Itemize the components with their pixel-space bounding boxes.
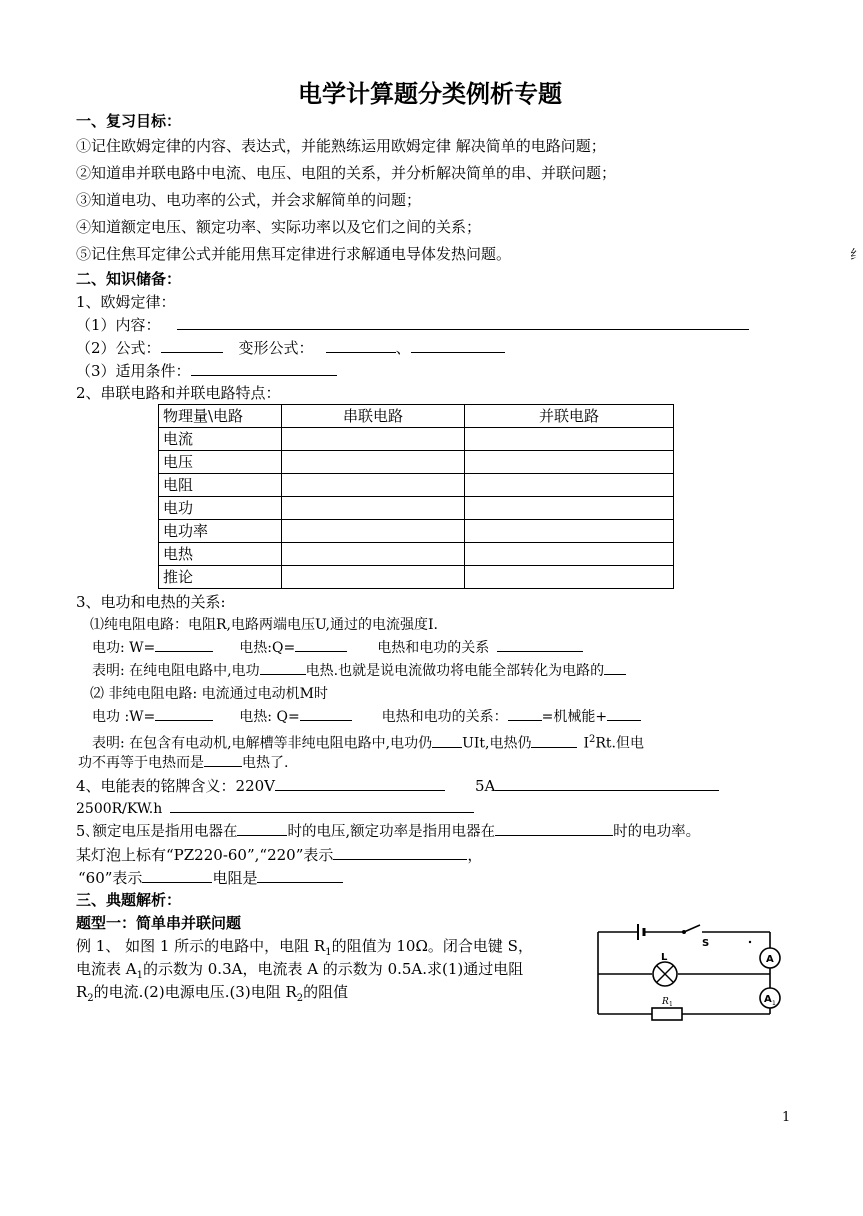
pure-work-blank[interactable]	[155, 637, 213, 652]
ohm-formula-label: （2）公式：	[76, 339, 161, 357]
meter-220v-label: 4、电能表的铭牌含义：220V	[76, 777, 276, 795]
junction-dot	[749, 941, 751, 943]
ohm-formula-blank[interactable]	[161, 338, 223, 353]
p3-nonpure-line	[92, 706, 641, 728]
p4-line-2	[76, 798, 474, 820]
ex1-part: 例 1、 如图 1 所示的电路中，电阻 R	[76, 937, 326, 955]
nonpure-rel-label-2: =机械能+	[541, 709, 608, 725]
p3-nonpure-note-2	[78, 752, 288, 774]
pure-rel-blank[interactable]	[497, 637, 583, 652]
series-cell[interactable]	[282, 520, 465, 543]
bulb-part: 电阻是	[212, 869, 258, 887]
row-label: 电压	[159, 451, 282, 474]
type-1-heading: 题型一：简单串并联问题	[76, 914, 242, 932]
p4-line-1	[76, 775, 719, 797]
table-header-cell: 串联电路	[282, 405, 465, 428]
ex1-part: R	[76, 983, 88, 1001]
table-title: 2、串联电路和并联电路特点：	[76, 384, 281, 402]
p3-nonpure-note	[92, 729, 644, 755]
objective-5: ⑤记住焦耳定律公式并能用焦耳定律进行求解通电导体发热问题。	[76, 245, 512, 263]
rated-power-blank[interactable]	[495, 821, 613, 836]
nonpure-work-label: 电功 :W=	[92, 709, 156, 725]
p5-line-1	[76, 821, 700, 843]
bulb-220-blank[interactable]	[333, 845, 467, 860]
table-header-cell: 并联电路	[465, 405, 674, 428]
ammeter-a1-sub: 1	[772, 1000, 776, 1007]
series-cell[interactable]	[282, 451, 465, 474]
ohm-content-label: （1）内容：	[76, 316, 161, 334]
rated-voltage-blank[interactable]	[237, 821, 287, 836]
page-title: 电学计算题分类例析专题	[298, 80, 562, 108]
rated-part: 5､额定电压是指用电器在	[76, 824, 238, 840]
section-3-heading: 三、典题解析：	[76, 891, 182, 909]
p3-pure-note	[92, 660, 626, 682]
example-1-line-3	[76, 981, 348, 1010]
nonpure-heat-blank[interactable]	[300, 706, 352, 721]
parallel-cell[interactable]	[465, 543, 674, 566]
series-cell[interactable]	[282, 543, 465, 566]
page-number: 1	[782, 1110, 791, 1125]
pure-note-part: 表明: 在纯电阻电路中,电功	[92, 663, 260, 679]
nonpure-note-part: 表明: 在包含有电动机,电解槽等非纯电阻电路中,电功仍	[92, 735, 433, 752]
nonpure-note-part: UIt,电热仍	[462, 735, 532, 752]
nonpure-heat-label: 电热: Q=	[239, 709, 300, 725]
bulb-part: ，	[467, 846, 483, 864]
nonpure-note-part: I	[583, 735, 590, 752]
ex1-part: 的电流.(2)电源电压.(3)电阻 R	[93, 983, 297, 1001]
nonpure-note-blank-2[interactable]	[531, 733, 577, 748]
ohm-cond-label: （3）适用条件：	[76, 362, 191, 380]
switch-contact-dot	[682, 930, 686, 934]
bulb-resistance-blank[interactable]	[257, 868, 343, 883]
nonpure-rel-blank-1[interactable]	[508, 706, 542, 721]
ex1-part: 电流表 A	[76, 960, 137, 978]
rated-part: 时的电功率。	[613, 824, 701, 840]
meter-220v-blank[interactable]	[275, 776, 445, 791]
table-header-row	[159, 405, 674, 428]
p3-pure-line	[92, 637, 583, 659]
row-label: 电阻	[159, 474, 282, 497]
ex1-part: 的阻值为 10Ω。闭合电键 S，	[331, 937, 533, 955]
parallel-cell[interactable]	[465, 451, 674, 474]
superscript: 2	[589, 734, 596, 745]
pure-rel-label: 电热和电功的关系	[377, 640, 490, 656]
table-row	[159, 497, 674, 520]
resistor-sub: 1	[669, 1001, 673, 1008]
ohm-variant-blank-2[interactable]	[411, 338, 505, 353]
series-cell[interactable]	[282, 474, 465, 497]
resistor-label: R	[662, 997, 669, 1007]
nonpure-note-blank-1[interactable]	[432, 733, 462, 748]
p5-line-2	[76, 844, 482, 866]
table-row	[159, 520, 674, 543]
meter-2500-blank[interactable]	[170, 798, 474, 813]
table-row	[159, 451, 674, 474]
series-cell[interactable]	[282, 428, 465, 451]
p3-nonpure-intro: ⑵ 非纯电阻电路: 电流通过电动机M时	[90, 686, 328, 702]
pure-heat-label: 电热:Q=	[239, 640, 296, 656]
table-row	[159, 543, 674, 566]
nonpure-rel-blank-2[interactable]	[607, 706, 641, 721]
objective-2: ②知道串并联电路中电流、电压、电阻的关系，并分析解决简单的串、并联问题；	[76, 164, 617, 182]
objective-3: ③知道电功、电功率的公式，并会求解简单的问题；	[76, 191, 422, 209]
p3-title: 3、电功和电热的关系:	[76, 593, 226, 611]
parallel-cell[interactable]	[465, 497, 674, 520]
pure-note-blank-1[interactable]	[260, 660, 306, 675]
ohm-cond-line	[76, 360, 337, 382]
circuit-compare-table	[158, 404, 674, 589]
subscript: 1	[136, 970, 143, 981]
ohm-variant-label: 变形公式：	[238, 339, 314, 357]
lamp-symbol	[653, 962, 677, 986]
ammeter-a1-label: A	[764, 994, 772, 1005]
objective-1: ①记住欧姆定律的内容、表达式，并能熟练运用欧姆定律 解决简单的电路问题；	[76, 137, 606, 155]
series-cell[interactable]	[282, 566, 465, 589]
subscript: 2	[296, 993, 304, 1004]
ohm-title: 1、欧姆定律：	[76, 293, 176, 311]
nonpure-note-blank-3[interactable]	[204, 752, 242, 767]
section-1-heading: 一、复习目标：	[76, 112, 182, 130]
subscript: 2	[87, 993, 94, 1004]
pure-note-blank-2[interactable]	[604, 660, 626, 675]
section-2-heading: 二、知识储备：	[76, 270, 182, 288]
objective-4: ④知道额定电压、额定功率、实际功率以及它们之间的关系；	[76, 218, 482, 236]
row-label: 推论	[159, 566, 282, 589]
ohm-content-line	[76, 314, 749, 336]
table-header-cell: 物理量\电路	[159, 405, 282, 428]
row-label: 电热	[159, 543, 282, 566]
nonpure-rel-label: 电热和电功的关系：	[381, 709, 508, 725]
row-label: 电功	[159, 497, 282, 520]
nonpure-work-blank[interactable]	[155, 706, 213, 721]
meter-5a-blank[interactable]	[495, 776, 719, 791]
p5-line-3	[78, 867, 343, 889]
table-row	[159, 566, 674, 589]
parallel-cell[interactable]	[465, 566, 674, 589]
table-row	[159, 428, 674, 451]
parallel-cell[interactable]	[465, 474, 674, 497]
bulb-part: “60”表示	[78, 869, 143, 887]
edge-mark: 纟	[850, 248, 863, 263]
p3-pure-intro: ⑴纯电阻电路：电阻R,电路两端电压U,通过的电流强度I.	[90, 617, 438, 633]
pure-note-part: 电热.也就是说电流做功将电能全部转化为电路的	[305, 663, 605, 679]
row-label: 电流	[159, 428, 282, 451]
series-cell[interactable]	[282, 497, 465, 520]
parallel-cell[interactable]	[465, 428, 674, 451]
ohm-sep: 、	[395, 339, 411, 357]
ohm-formula-line	[76, 337, 505, 359]
rated-part: 时的电压,额定功率是指用电器在	[287, 824, 496, 840]
ohm-cond-blank[interactable]	[191, 361, 337, 376]
nonpure-note-part: 功不再等于电热而是	[78, 755, 204, 771]
lamp-label: L	[661, 952, 668, 963]
switch-label: S	[702, 938, 710, 949]
row-label: 电功率	[159, 520, 282, 543]
nonpure-note-part: 电热了.	[242, 755, 289, 771]
pure-work-label: 电功: W=	[92, 640, 156, 656]
pure-heat-blank[interactable]	[295, 637, 347, 652]
bulb-part: 某灯泡上标有“PZ220-60”,“220”表示	[76, 846, 334, 864]
parallel-cell[interactable]	[465, 520, 674, 543]
nonpure-note-part: Rt.但电	[595, 735, 645, 752]
ohm-variant-blank-1[interactable]	[326, 338, 396, 353]
meter-2500-label: 2500R/KW.h	[76, 801, 163, 817]
circuit-diagram	[592, 918, 792, 1020]
ex1-part: 的阻值	[303, 983, 349, 1001]
subscript: 1	[325, 947, 332, 958]
meter-5a-label: 5A	[475, 777, 496, 795]
ex1-part: 的示数为 0.3A，电流表 A 的示数为 0.5A.求(1)通过电阻	[142, 960, 524, 978]
ohm-content-blank[interactable]	[177, 315, 749, 330]
table-row	[159, 474, 674, 497]
bulb-60-blank[interactable]	[142, 868, 212, 883]
ammeter-main-label: A	[766, 954, 774, 965]
